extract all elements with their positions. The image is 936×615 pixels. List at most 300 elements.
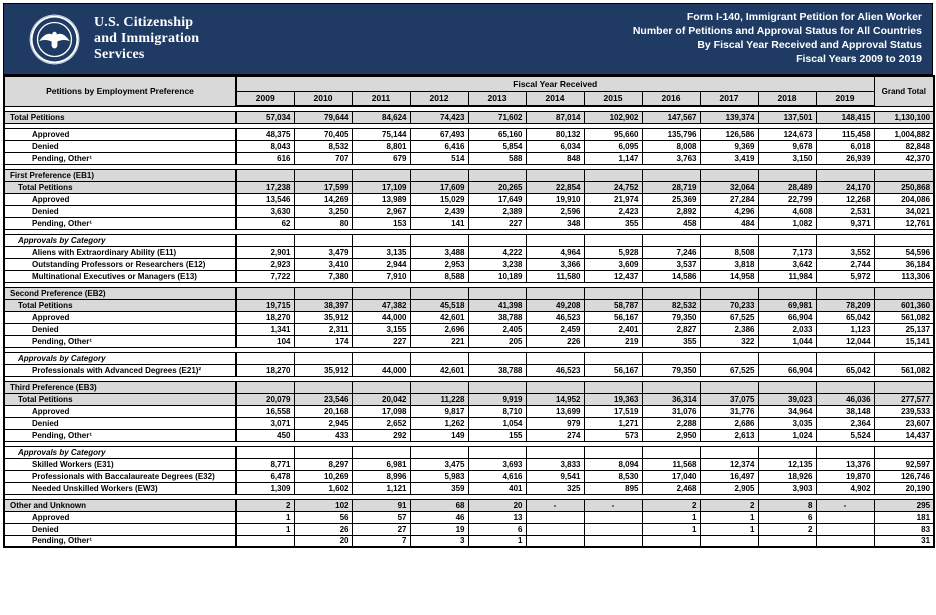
value-cell: [352, 234, 410, 246]
value-cell: 42,601: [410, 311, 468, 323]
table-row: [4, 234, 934, 246]
grand-total-cell: [874, 169, 934, 181]
grand-total-cell: 25,137: [874, 323, 934, 335]
value-cell: 205: [468, 335, 526, 347]
value-cell: [236, 352, 294, 364]
table-row: [4, 499, 934, 511]
value-cell: 38,148: [816, 405, 874, 417]
value-cell: 80: [294, 217, 352, 229]
value-cell: 2,033: [758, 323, 816, 335]
value-cell: 6,034: [526, 140, 584, 152]
value-cell: 3,818: [700, 258, 758, 270]
table-row: [4, 523, 934, 535]
value-cell: 573: [584, 429, 642, 441]
value-cell: 174: [294, 335, 352, 347]
value-cell: 6: [468, 523, 526, 535]
value-cell: 44,000: [352, 311, 410, 323]
value-cell: 401: [468, 482, 526, 494]
value-cell: [816, 523, 874, 535]
value-cell: [584, 287, 642, 299]
value-cell: 9,541: [526, 470, 584, 482]
value-cell: 8,508: [700, 246, 758, 258]
grand-total-cell: 31: [874, 535, 934, 547]
row-label: Approved: [4, 128, 236, 140]
table-row: [4, 393, 934, 405]
value-cell: 13,699: [526, 405, 584, 417]
value-cell: 433: [294, 429, 352, 441]
value-cell: 1,341: [236, 323, 294, 335]
value-cell: 141: [410, 217, 468, 229]
value-cell: 10,189: [468, 270, 526, 282]
value-cell: [758, 381, 816, 393]
value-cell: 322: [700, 335, 758, 347]
year-header: 2011: [352, 91, 410, 106]
value-cell: 28,489: [758, 181, 816, 193]
value-cell: 104: [236, 335, 294, 347]
value-cell: 2,311: [294, 323, 352, 335]
value-cell: 46,036: [816, 393, 874, 405]
row-label: Approved: [4, 511, 236, 523]
value-cell: [584, 446, 642, 458]
value-cell: 2,923: [236, 258, 294, 270]
value-cell: 1,271: [584, 417, 642, 429]
table-row: [4, 169, 934, 181]
value-cell: 1,054: [468, 417, 526, 429]
value-cell: 6,981: [352, 458, 410, 470]
value-cell: 42,601: [410, 364, 468, 376]
value-cell: 20,079: [236, 393, 294, 405]
agency-name-line: U.S. Citizenship: [94, 15, 194, 31]
value-cell: -: [526, 499, 584, 511]
value-cell: 65,042: [816, 364, 874, 376]
value-cell: 3,488: [410, 246, 468, 258]
value-cell: 2,696: [410, 323, 468, 335]
value-cell: 679: [352, 152, 410, 164]
table-row: [4, 364, 934, 376]
value-cell: 2,950: [642, 429, 700, 441]
value-cell: 2,652: [352, 417, 410, 429]
value-cell: [816, 352, 874, 364]
value-cell: 227: [468, 217, 526, 229]
value-cell: 1: [700, 523, 758, 535]
table-row: [4, 311, 934, 323]
row-label: Pending, Other¹: [4, 429, 236, 441]
value-cell: 71,602: [468, 111, 526, 123]
row-label: Denied: [4, 205, 236, 217]
row-label: Skilled Workers (E31): [4, 458, 236, 470]
value-cell: 2,944: [352, 258, 410, 270]
value-cell: 1: [700, 511, 758, 523]
value-cell: 27: [352, 523, 410, 535]
value-cell: 147,567: [642, 111, 700, 123]
petitions-table: [3, 75, 935, 548]
value-cell: 20,265: [468, 181, 526, 193]
value-cell: [526, 523, 584, 535]
value-cell: 11,580: [526, 270, 584, 282]
value-cell: 34,964: [758, 405, 816, 417]
value-cell: 17,599: [294, 181, 352, 193]
value-cell: [758, 287, 816, 299]
row-label: Approvals by Category: [4, 352, 236, 364]
value-cell: 8: [758, 499, 816, 511]
value-cell: 3,155: [352, 323, 410, 335]
row-label: Denied: [4, 323, 236, 335]
value-cell: [352, 169, 410, 181]
value-cell: 2,892: [642, 205, 700, 217]
value-cell: 8,801: [352, 140, 410, 152]
row-label: Outstanding Professors or Researchers (E12): [4, 258, 236, 270]
value-cell: 37,075: [700, 393, 758, 405]
grand-total-cell: 250,868: [874, 181, 934, 193]
grand-total-cell: 36,184: [874, 258, 934, 270]
value-cell: [700, 535, 758, 547]
grand-total-cell: 561,082: [874, 364, 934, 376]
value-cell: 31,076: [642, 405, 700, 417]
value-cell: [236, 169, 294, 181]
value-cell: 74,423: [410, 111, 468, 123]
year-header: 2013: [468, 91, 526, 106]
value-cell: [816, 535, 874, 547]
value-cell: 355: [584, 217, 642, 229]
value-cell: 13,989: [352, 193, 410, 205]
value-cell: 115,458: [816, 128, 874, 140]
value-cell: 19,363: [584, 393, 642, 405]
value-cell: [294, 446, 352, 458]
value-cell: 1,147: [584, 152, 642, 164]
value-cell: 5,983: [410, 470, 468, 482]
value-cell: 46: [410, 511, 468, 523]
value-cell: 12,374: [700, 458, 758, 470]
value-cell: 2,459: [526, 323, 584, 335]
value-cell: 3,763: [642, 152, 700, 164]
value-cell: 3,609: [584, 258, 642, 270]
value-cell: 35,912: [294, 364, 352, 376]
grand-total-header: Grand Total: [874, 76, 934, 106]
value-cell: 13,376: [816, 458, 874, 470]
value-cell: 7,722: [236, 270, 294, 282]
value-cell: 3,903: [758, 482, 816, 494]
value-cell: [816, 287, 874, 299]
value-cell: [410, 169, 468, 181]
row-header-label: Petitions by Employment Preference: [4, 76, 236, 106]
value-cell: [758, 234, 816, 246]
value-cell: 5,928: [584, 246, 642, 258]
value-cell: 102: [294, 499, 352, 511]
value-cell: [584, 523, 642, 535]
value-cell: 9,817: [410, 405, 468, 417]
value-cell: 18,926: [758, 470, 816, 482]
value-cell: 2,744: [816, 258, 874, 270]
agency-name-line: and Immigration: [94, 31, 200, 47]
value-cell: 8,771: [236, 458, 294, 470]
value-cell: 2: [700, 499, 758, 511]
value-cell: 39,023: [758, 393, 816, 405]
row-label: Total Petitions: [4, 393, 236, 405]
table-row: [4, 323, 934, 335]
value-cell: 38,397: [294, 299, 352, 311]
value-cell: 22,854: [526, 181, 584, 193]
value-cell: 7,910: [352, 270, 410, 282]
row-label: Needed Unskilled Workers (EW3): [4, 482, 236, 494]
value-cell: 3,693: [468, 458, 526, 470]
value-cell: 6,095: [584, 140, 642, 152]
grand-total-cell: [874, 352, 934, 364]
value-cell: 19: [410, 523, 468, 535]
value-cell: [294, 381, 352, 393]
value-cell: [816, 446, 874, 458]
value-cell: 17,098: [352, 405, 410, 417]
table-row: [4, 193, 934, 205]
value-cell: 848: [526, 152, 584, 164]
value-cell: 84,624: [352, 111, 410, 123]
table-row: [4, 470, 934, 482]
value-cell: 2,901: [236, 246, 294, 258]
value-cell: [468, 287, 526, 299]
value-cell: 148,415: [816, 111, 874, 123]
value-cell: 38,788: [468, 311, 526, 323]
value-cell: 2,531: [816, 205, 874, 217]
value-cell: 70,405: [294, 128, 352, 140]
value-cell: 274: [526, 429, 584, 441]
agency-brand: [28, 13, 199, 66]
value-cell: 1,123: [816, 323, 874, 335]
table-row: [4, 482, 934, 494]
value-cell: 65,042: [816, 311, 874, 323]
table-row: [4, 128, 934, 140]
value-cell: 20,042: [352, 393, 410, 405]
value-cell: 8,588: [410, 270, 468, 282]
grand-total-cell: 1,004,882: [874, 128, 934, 140]
value-cell: [700, 352, 758, 364]
row-label: Second Preference (EB2): [4, 287, 236, 299]
grand-total-cell: 12,761: [874, 217, 934, 229]
value-cell: 292: [352, 429, 410, 441]
value-cell: [294, 352, 352, 364]
value-cell: 3,238: [468, 258, 526, 270]
value-cell: [410, 446, 468, 458]
value-cell: 1: [236, 511, 294, 523]
value-cell: 2,905: [700, 482, 758, 494]
grand-total-cell: 23,607: [874, 417, 934, 429]
value-cell: 2,386: [700, 323, 758, 335]
value-cell: 17,109: [352, 181, 410, 193]
value-cell: 3,479: [294, 246, 352, 258]
report-title: [633, 11, 922, 66]
value-cell: 26: [294, 523, 352, 535]
value-cell: 78,209: [816, 299, 874, 311]
value-cell: 16,558: [236, 405, 294, 417]
value-cell: 4,222: [468, 246, 526, 258]
value-cell: 5,854: [468, 140, 526, 152]
value-cell: [526, 511, 584, 523]
year-header: 2012: [410, 91, 468, 106]
grand-total-cell: 1,130,100: [874, 111, 934, 123]
value-cell: 1: [236, 523, 294, 535]
value-cell: [642, 352, 700, 364]
report-title-line: Fiscal Years 2009 to 2019: [796, 52, 922, 65]
value-cell: [468, 234, 526, 246]
value-cell: 3,366: [526, 258, 584, 270]
value-cell: 3,833: [526, 458, 584, 470]
value-cell: [700, 287, 758, 299]
value-cell: [758, 352, 816, 364]
value-cell: 23,546: [294, 393, 352, 405]
value-cell: 124,673: [758, 128, 816, 140]
value-cell: 57,034: [236, 111, 294, 123]
value-cell: 14,586: [642, 270, 700, 282]
value-cell: 36,314: [642, 393, 700, 405]
value-cell: [468, 446, 526, 458]
value-cell: 1,044: [758, 335, 816, 347]
value-cell: 135,796: [642, 128, 700, 140]
masthead: [3, 3, 933, 75]
grand-total-cell: 92,597: [874, 458, 934, 470]
value-cell: 707: [294, 152, 352, 164]
grand-total-cell: 113,306: [874, 270, 934, 282]
value-cell: [816, 381, 874, 393]
value-cell: 219: [584, 335, 642, 347]
grand-total-cell: 561,082: [874, 311, 934, 323]
row-label: Multinational Executives or Managers (E13): [4, 270, 236, 282]
grand-total-cell: 239,533: [874, 405, 934, 417]
row-label: Approved: [4, 405, 236, 417]
value-cell: [468, 352, 526, 364]
value-cell: [294, 234, 352, 246]
table-row: [4, 458, 934, 470]
report-title-line: Number of Petitions and Approval Status for All Countries: [632, 25, 922, 38]
value-cell: 2,945: [294, 417, 352, 429]
value-cell: 1,121: [352, 482, 410, 494]
value-cell: 17,609: [410, 181, 468, 193]
value-cell: 137,501: [758, 111, 816, 123]
value-cell: 12,437: [584, 270, 642, 282]
value-cell: [758, 535, 816, 547]
value-cell: 3: [410, 535, 468, 547]
value-cell: 2,967: [352, 205, 410, 217]
value-cell: 5,972: [816, 270, 874, 282]
row-label: Denied: [4, 523, 236, 535]
value-cell: [816, 234, 874, 246]
value-cell: 2,468: [642, 482, 700, 494]
value-cell: 7,173: [758, 246, 816, 258]
value-cell: 19,910: [526, 193, 584, 205]
row-label: Approved: [4, 311, 236, 323]
value-cell: 24,170: [816, 181, 874, 193]
value-cell: 62: [236, 217, 294, 229]
year-header: 2017: [700, 91, 758, 106]
value-cell: 48,375: [236, 128, 294, 140]
row-label: Pending, Other¹: [4, 535, 236, 547]
value-cell: 80,132: [526, 128, 584, 140]
grand-total-cell: 181: [874, 511, 934, 523]
row-label: Denied: [4, 140, 236, 152]
value-cell: [294, 169, 352, 181]
value-cell: [410, 234, 468, 246]
value-cell: 16,497: [700, 470, 758, 482]
value-cell: [410, 352, 468, 364]
value-cell: 1: [642, 511, 700, 523]
grand-total-cell: 295: [874, 499, 934, 511]
value-cell: 24,752: [584, 181, 642, 193]
value-cell: 514: [410, 152, 468, 164]
value-cell: 12,044: [816, 335, 874, 347]
value-cell: [352, 381, 410, 393]
value-cell: 47,382: [352, 299, 410, 311]
value-cell: [526, 287, 584, 299]
value-cell: 484: [700, 217, 758, 229]
value-cell: 2,596: [526, 205, 584, 217]
value-cell: 70,233: [700, 299, 758, 311]
year-header: 2016: [642, 91, 700, 106]
value-cell: [410, 287, 468, 299]
value-cell: [700, 169, 758, 181]
value-cell: 27,284: [700, 193, 758, 205]
value-cell: [642, 287, 700, 299]
value-cell: [642, 234, 700, 246]
value-cell: [700, 381, 758, 393]
value-cell: 31,776: [700, 405, 758, 417]
table-body: [4, 106, 934, 547]
value-cell: 359: [410, 482, 468, 494]
value-cell: 69,981: [758, 299, 816, 311]
value-cell: [352, 352, 410, 364]
value-cell: 3,035: [758, 417, 816, 429]
value-cell: 68: [410, 499, 468, 511]
value-cell: 2,389: [468, 205, 526, 217]
value-cell: [584, 511, 642, 523]
value-cell: [236, 234, 294, 246]
value-cell: [642, 169, 700, 181]
value-cell: 348: [526, 217, 584, 229]
value-cell: [642, 446, 700, 458]
table-row: [4, 446, 934, 458]
value-cell: 149: [410, 429, 468, 441]
value-cell: [526, 535, 584, 547]
year-header: 2018: [758, 91, 816, 106]
value-cell: 21,974: [584, 193, 642, 205]
value-cell: 57: [352, 511, 410, 523]
value-cell: 65,160: [468, 128, 526, 140]
value-cell: 1,082: [758, 217, 816, 229]
uscis-seal-icon: [28, 13, 81, 66]
table-row: [4, 511, 934, 523]
table-row: [4, 181, 934, 193]
value-cell: [526, 446, 584, 458]
value-cell: 325: [526, 482, 584, 494]
value-cell: 7: [352, 535, 410, 547]
value-cell: 46,523: [526, 311, 584, 323]
value-cell: 458: [642, 217, 700, 229]
value-cell: 66,904: [758, 311, 816, 323]
row-label: Total Petitions: [4, 111, 236, 123]
value-cell: 6,478: [236, 470, 294, 482]
value-cell: 3,552: [816, 246, 874, 258]
table-row: [4, 417, 934, 429]
value-cell: 20,168: [294, 405, 352, 417]
row-label: Aliens with Extraordinary Ability (E11): [4, 246, 236, 258]
value-cell: 5,524: [816, 429, 874, 441]
value-cell: 7,246: [642, 246, 700, 258]
value-cell: 12,268: [816, 193, 874, 205]
grand-total-cell: 20,190: [874, 482, 934, 494]
grand-total-cell: [874, 381, 934, 393]
value-cell: 26,939: [816, 152, 874, 164]
value-cell: 25,369: [642, 193, 700, 205]
value-cell: 4,902: [816, 482, 874, 494]
value-cell: 1: [468, 535, 526, 547]
value-cell: 35,912: [294, 311, 352, 323]
table-row: [4, 352, 934, 364]
